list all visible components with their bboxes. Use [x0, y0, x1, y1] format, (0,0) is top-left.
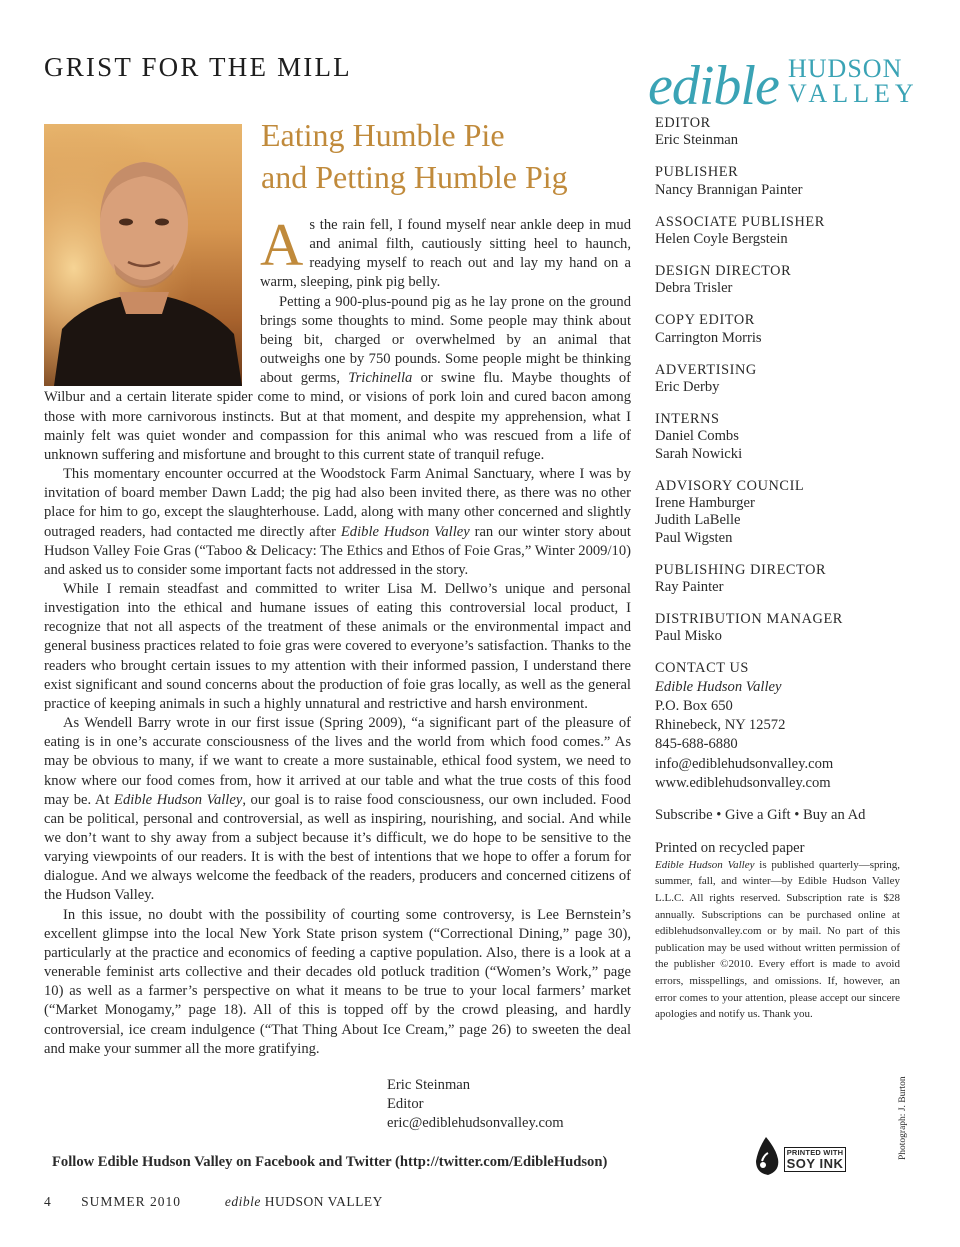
paragraph-text: While I remain steadfast and committed to writer Lisa M. Dellwo’s unique and personal investigation into the ethical and humane issues of eating this controversial local product, I recognize that not all aspects of the treatment of these animals or the environmental impact and general business practices related to foie gras were covered to everyone’s satisfaction. Thanks to the readers who brought certain issues to my attention with their informed passion, I understand there exist significant and sound concerns about the production of foie gras locally, as well as the general practice of keeping animals in such a highly unnatural and restrictive and harsh environment.: [44, 580, 631, 712]
paragraph-text: s the rain fell, I found myself near ankle deep in mud and animal filth, cautiously sitting heel to haunch, readying myself to reach out and lay my hand on a warm, sleeping, pink pig belly.: [260, 217, 631, 291]
soy-line-2: SOY INK: [786, 1156, 844, 1171]
paragraph-text: or swine flu. Maybe thoughts of Wilbur and a certain literate spider come to mind, or visions of pork loin and cured bacon among those with more carnivorous instincts. But at that moment, and despite my apprehension, what I mainly felt was quiet wonder and compassion for this animal who was rescued from a life of unknown suffering and misfortune and brought to this current state of tranquil refuge.: [44, 370, 631, 463]
masthead-role: PUBLISHER: [655, 164, 739, 181]
masthead-role: INTERNS: [655, 410, 720, 427]
masthead-name: Ray Painter: [655, 579, 724, 596]
staff-list: [655, 115, 905, 646]
article-headline: [261, 114, 641, 198]
paragraph-text: As Wendell Barry wrote in our first issue (Spring 2009), “a significant part of the pleasure of eating is in one’s accurate consciousness of the lives and the world from which food comes.” As may be obvious to many, if we want to create a more sustainable, ethical food system, we need to know where our food comes from, how it arrived at our table and what the true costs of this food may be. At: [44, 715, 631, 808]
photo-credit: Photograph: J. Burton: [898, 1076, 908, 1160]
masthead-role: ASSOCIATE PUBLISHER: [655, 213, 825, 230]
fine-print-lead: Edible Hudson Valley: [655, 858, 755, 871]
contact-heading: CONTACT US: [655, 660, 749, 677]
paragraph-text: This momentary encounter occurred at the Woodstock Farm Animal Sanctuary, where I was by invitation of board member Dawn Ladd; the pig had also been invited there, as there was no other place for him to go, except the slaughterhouse. Ladd, along with many other concerned and slightly outraged readers, had contacted me directly after: [44, 466, 631, 540]
masthead-role: ADVISORY COUNCIL: [655, 477, 805, 494]
masthead-role: EDITOR: [655, 115, 711, 131]
social-follow-line: Follow Edible Hudson Valley on Facebook and Twitter (http://twitter.com/EdibleHudson): [52, 1154, 608, 1170]
paragraph-text: ran our winter story about Hudson Valley Foie Gras (“Taboo & Delicacy: The Ethics and Ethos of Foie Gras,” Winter 2009/10) and asked us to consider some important facts not addressed in the story.: [44, 523, 631, 578]
masthead-name: Irene Hamburger: [655, 495, 755, 511]
footer-title: HUDSON VALLEY: [264, 1194, 383, 1209]
italic-title: Edible Hudson Valley: [114, 791, 243, 808]
signature-name: Eric Steinman: [387, 1077, 471, 1093]
publication-fine-print: [655, 857, 900, 1023]
contact-line[interactable]: info@ediblehudsonvalley.com: [655, 755, 834, 772]
article-paragraph: [44, 714, 631, 906]
drop-cap: A: [260, 212, 304, 278]
editor-signature: [387, 1076, 564, 1134]
italic-title: Trichinella: [348, 370, 413, 387]
masthead-name: Carrington Morris: [655, 329, 762, 346]
masthead-group: [655, 263, 905, 298]
signature-title: Editor: [387, 1096, 424, 1113]
logo-hudson-text: HUDSON: [788, 54, 903, 83]
issue-season: SUMMER 2010: [81, 1194, 182, 1209]
masthead-group: [655, 362, 905, 397]
masthead-name: Eric Steinman: [655, 132, 739, 149]
masthead-name: Nancy Brannigan Painter: [655, 181, 803, 198]
article-paragraph: [44, 906, 631, 1059]
fine-print-text: is published quarterly—spring, summer, fall, and winter—by Edible Hudson Valley L.L.C. All rights reserved. Subscription rate is $28 annually. Subscriptions can be purchased online at ediblehudsonvalley.com or by mail. No part of this publication may be used without written permission of the publisher ©2010. Every effort is made to avoid errors, misspellings, and omissions. If, however, an error comes to your attention, please accept our sincere apologies and notify us. Thank you.: [655, 858, 900, 1021]
soy-line-1: PRINTED WITH: [786, 1148, 844, 1157]
masthead-role: PUBLISHING DIRECTOR: [655, 561, 827, 578]
italic-title: Edible Hudson Valley: [340, 523, 470, 540]
contact-line: 845-688-6880: [655, 736, 738, 753]
page-number: 4: [44, 1194, 52, 1209]
contact-line: P.O. Box 650: [655, 697, 733, 714]
masthead-name: Debra Trisler: [655, 280, 733, 297]
masthead-group: [655, 115, 905, 150]
footer-edible: edible: [224, 1194, 261, 1209]
article-body: [44, 212, 631, 1059]
masthead-group: [655, 164, 905, 199]
masthead-name: Paul Wigsten: [655, 529, 733, 546]
masthead-group: [655, 312, 905, 347]
printed-on-recycled: Printed on recycled paper: [655, 839, 805, 856]
contact-name: Edible Hudson Valley: [655, 678, 782, 695]
masthead-role: DESIGN DIRECTOR: [655, 262, 792, 279]
masthead-group: [655, 611, 905, 646]
contact-line: Rhinebeck, NY 12572: [655, 717, 786, 734]
photo-wrap-spacer: [44, 216, 260, 388]
contact-lines: [655, 697, 905, 793]
masthead-role: COPY EDITOR: [655, 312, 755, 329]
page-footer: [44, 1194, 383, 1210]
masthead-role: ADVERTISING: [655, 361, 757, 378]
headline-line-2: and Petting Humble Pig: [261, 159, 568, 195]
masthead-name: Daniel Combs: [655, 428, 739, 445]
masthead-name: Eric Derby: [655, 378, 720, 395]
contact-line[interactable]: www.ediblehudsonvalley.com: [655, 774, 831, 791]
masthead: [655, 115, 905, 1023]
masthead-name: Paul Misko: [655, 628, 722, 645]
masthead-group: [655, 214, 905, 249]
subscribe-links[interactable]: Subscribe • Give a Gift • Buy an Ad: [655, 807, 866, 824]
article-paragraph: [44, 465, 631, 580]
paragraph-text: , our goal is to raise food consciousness, our own included. Food can be political, personal and controversial, as well as inspiring, nourishing, and social. And while we don’t want to shy away from a subject because it’s difficult, we do hope to be sensitive to the varying viewpoints of our readers. It is with the best of intentions that we hope to offer a forum for dialogue. And we always welcome the feedback of the readers, producers and concerned citizens of the Hudson Valley.: [44, 791, 631, 904]
masthead-name: Judith LaBelle: [655, 512, 741, 529]
masthead-name: Sarah Nowicki: [655, 445, 743, 462]
logo-valley-text: VALLEY: [788, 79, 919, 108]
masthead-name: Helen Coyle Bergstein: [655, 231, 788, 248]
signature-email[interactable]: eric@ediblehudsonvalley.com: [387, 1115, 564, 1132]
soy-ink-label: [784, 1147, 846, 1172]
masthead-group: [655, 411, 905, 463]
masthead-group: [655, 478, 905, 548]
edible-hudson-valley-logo: [648, 54, 919, 117]
logo-edible-text: edible: [648, 55, 779, 117]
article-paragraph: [44, 580, 631, 714]
contact-block: [655, 660, 905, 793]
soy-ink-badge: [752, 1135, 846, 1177]
masthead-role: DISTRIBUTION MANAGER: [655, 611, 843, 628]
headline-line-1: Eating Humble Pie: [261, 117, 505, 153]
paragraph-text: Petting a 900-plus-pound pig as he lay prone on the ground brings some thoughts to mind. Some people may think about being bit, charged or overwhelmed by an animal that outweighs one by 750 pounds. Some people might be thinking about germs,: [260, 293, 631, 387]
masthead-group: [655, 562, 905, 597]
paragraph-text: In this issue, no doubt with the possibility of courting some controversy, is Lee Bernstein’s excellent glimpse into the local New York State prison system (“Correctional Dining,” page 30), particularly at the practice and economics of feeding a captive population. Also, there is a look at a venerable feminist arts collective and their decades old potluck tradition (“Women’s Work,” page 10) as well as a farmer’s perspective on what it means to be true to your local farmers’ market (“Market Monogamy,” page 18). All of this is topped off by the crowd pleasing, and hardly controversial, ice cream indulgence (“That Thing About Ice Cream,” page 26) to sweeten the deal and make your summer all the more gratifying.: [44, 906, 631, 1057]
section-heading: GRIST FOR THE MILL: [44, 52, 352, 82]
